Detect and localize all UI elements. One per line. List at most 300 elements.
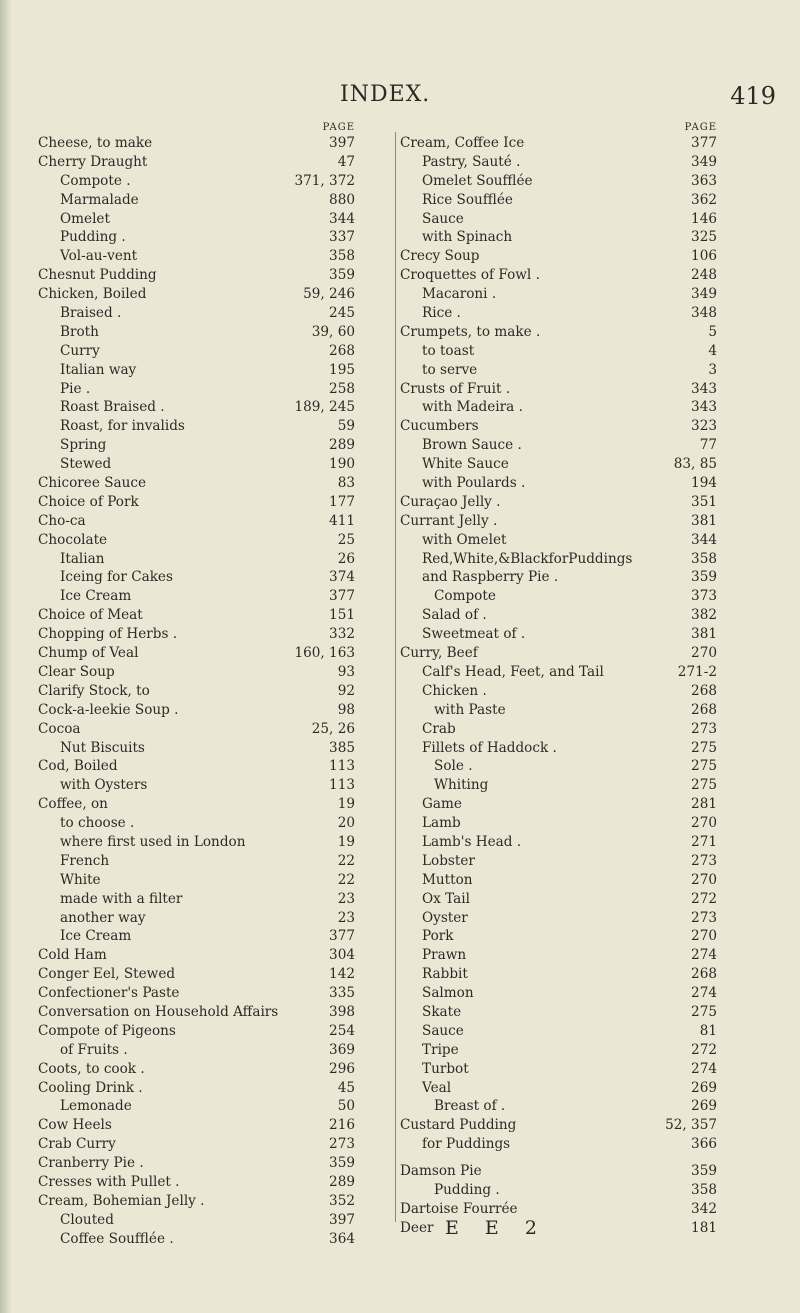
entry-page: 274	[691, 947, 717, 964]
index-entry	[38, 965, 393, 984]
entry-page: 245	[329, 305, 355, 322]
index-entry	[38, 172, 393, 191]
entry-page: 106	[691, 248, 717, 265]
index-entry	[400, 757, 755, 776]
entry-page: 342	[691, 1200, 717, 1217]
entry-page: 98	[337, 701, 355, 718]
page-header	[30, 82, 780, 122]
entry-page: 289	[329, 437, 355, 454]
entry-page: 181	[691, 1219, 717, 1236]
entry-page: 142	[329, 966, 355, 983]
entry-page: 20	[337, 815, 355, 832]
index-entry	[38, 1097, 393, 1116]
index-entry	[400, 323, 755, 342]
index-entry	[38, 153, 393, 172]
entry-term: Compote	[434, 588, 496, 605]
index-entry	[38, 512, 393, 531]
index-entry	[38, 134, 393, 153]
entry-page: 273	[329, 1136, 355, 1153]
entry-page: 325	[691, 229, 717, 246]
entry-page: 23	[337, 909, 355, 926]
entry-term: Brown Sauce .	[422, 437, 522, 454]
entry-page: 377	[691, 135, 717, 151]
entry-page: 332	[329, 626, 355, 643]
entry-page: 189, 245	[294, 399, 355, 416]
entry-page: 93	[337, 663, 355, 680]
entry-term: French	[60, 852, 110, 869]
index-entry	[400, 739, 755, 758]
entry-term: made with a filter	[60, 890, 183, 907]
entry-term: Fillets of Haddock .	[422, 739, 557, 756]
entry-page: 323	[691, 418, 717, 435]
entry-term: Cod, Boiled	[38, 758, 118, 775]
entry-page: 351	[691, 493, 717, 510]
index-entry	[400, 871, 755, 890]
index-entry	[400, 1041, 755, 1060]
index-entry	[38, 304, 393, 323]
entry-page: 359	[329, 1155, 355, 1172]
entry-term: Cucumbers	[400, 418, 479, 435]
entry-term: to toast	[422, 342, 475, 359]
index-entry	[400, 814, 755, 833]
index-entry	[400, 512, 755, 531]
entry-term: to choose .	[60, 815, 135, 832]
entry-page: 270	[691, 871, 717, 888]
entry-page: 344	[691, 531, 717, 548]
entry-term: Broth	[60, 323, 99, 340]
entry-page: 275	[691, 739, 717, 756]
entry-term: with Oysters	[60, 777, 148, 794]
entry-term: Custard Pudding	[400, 1117, 517, 1134]
index-entry	[400, 776, 755, 795]
entry-term: Roast, for invalids	[60, 418, 185, 435]
entry-page: 216	[329, 1117, 355, 1134]
entry-page: 371, 372	[294, 172, 355, 189]
entry-term: with Poulards .	[422, 475, 526, 492]
entry-term: Curaçao Jelly .	[400, 493, 501, 510]
index-entry	[38, 285, 393, 304]
entry-term: Cream, Coffee Ice	[400, 135, 525, 151]
entry-page: 364	[329, 1230, 355, 1247]
entry-term: Cherry Draught	[38, 153, 148, 170]
index-entry	[38, 550, 393, 569]
entry-term: Cow Heels	[38, 1117, 112, 1134]
entry-term: and Raspberry Pie .	[422, 569, 559, 586]
entry-page: 268	[691, 701, 717, 718]
index-entry	[400, 361, 755, 380]
entry-page: 344	[329, 210, 355, 227]
index-entry	[38, 228, 393, 247]
entry-term: Crab Curry	[38, 1136, 116, 1153]
entry-page: 352	[329, 1192, 355, 1209]
index-entry	[400, 1181, 755, 1200]
entry-page: 272	[691, 1041, 717, 1058]
entry-term: Pastry, Sauté .	[422, 153, 521, 170]
entry-term: Compote of Pigeons	[38, 1022, 176, 1039]
page-column-heading: PAGE	[684, 122, 717, 133]
index-entry	[400, 927, 755, 946]
entry-page: 366	[691, 1136, 717, 1153]
entry-term: Chicken .	[422, 682, 487, 699]
entry-term: Crab	[422, 720, 456, 737]
entry-page: 151	[329, 607, 355, 624]
entry-page: 39, 60	[311, 323, 355, 340]
entry-page: 377	[329, 928, 355, 945]
index-entry	[38, 1041, 393, 1060]
index-entry	[400, 550, 755, 569]
entry-term: Pork	[422, 928, 454, 945]
entry-term: Stewed	[60, 456, 112, 473]
entry-page: 268	[329, 342, 355, 359]
page-title: INDEX.	[340, 82, 431, 107]
entry-page: 275	[691, 1003, 717, 1020]
entry-term: Tripe	[422, 1041, 459, 1058]
entry-term: Confectioner's Paste	[38, 985, 180, 1002]
index-entry	[400, 1135, 755, 1154]
entry-term: Iceing for Cakes	[60, 569, 173, 586]
index-entry	[38, 1211, 393, 1230]
entry-page: 177	[329, 493, 355, 510]
entry-term: Sole .	[434, 758, 473, 775]
entry-page: 269	[691, 1098, 717, 1115]
index-entry	[38, 663, 393, 682]
entry-term: Cooling Drink .	[38, 1079, 143, 1096]
entry-page: 274	[691, 985, 717, 1002]
index-entry	[38, 323, 393, 342]
index-entry	[400, 890, 755, 909]
entry-term: Cheese, to make	[38, 135, 153, 151]
entry-term: Salmon	[422, 985, 474, 1002]
entry-term: White Sauce	[422, 456, 509, 473]
entry-page: 880	[329, 191, 355, 208]
index-entry	[400, 795, 755, 814]
index-entry	[38, 720, 393, 739]
entry-term: Salad of .	[422, 607, 487, 624]
entry-term: Breast of .	[434, 1098, 506, 1115]
entry-page: 270	[691, 815, 717, 832]
entry-term: Turbot	[422, 1060, 469, 1077]
index-entry	[400, 1060, 755, 1079]
entry-page: 359	[329, 267, 355, 284]
entry-term: Whiting	[434, 777, 489, 794]
index-entry	[400, 984, 755, 1003]
entry-term: Curry	[60, 342, 100, 359]
entry-page: 52, 357	[665, 1117, 717, 1134]
entry-page: 45	[337, 1079, 355, 1096]
entry-page: 258	[329, 380, 355, 397]
entry-term: where first used in London	[60, 833, 246, 850]
entry-term: with Madeira .	[422, 399, 523, 416]
entry-term: Italian	[60, 550, 105, 567]
entry-term: Conger Eel, Stewed	[38, 966, 176, 983]
index-entry	[400, 153, 755, 172]
entry-term: Oyster	[422, 909, 468, 926]
entry-page: 195	[329, 361, 355, 378]
entry-term: Curry, Beef	[400, 645, 478, 662]
entry-term: Croquettes of Fowl .	[400, 267, 540, 284]
entry-term: Braised .	[60, 305, 122, 322]
index-entry	[400, 946, 755, 965]
entry-term: Compote .	[60, 172, 131, 189]
entry-term: Clouted	[60, 1211, 114, 1228]
entry-page: 359	[691, 1163, 717, 1180]
entry-page: 348	[691, 305, 717, 322]
index-entry	[400, 965, 755, 984]
index-entry	[38, 1173, 393, 1192]
entry-page: 381	[691, 626, 717, 643]
entry-term: Sauce	[422, 1022, 464, 1039]
index-entry	[400, 833, 755, 852]
entry-term: Crusts of Fruit .	[400, 380, 511, 397]
index-entry	[400, 682, 755, 701]
entry-term: Cream, Bohemian Jelly .	[38, 1192, 205, 1209]
entry-term: Pudding .	[434, 1181, 500, 1198]
index-entry	[38, 493, 393, 512]
index-entry	[400, 342, 755, 361]
index-column-right	[400, 122, 755, 1238]
entry-term: Rabbit	[422, 966, 468, 983]
index-entry	[38, 1022, 393, 1041]
entry-page: 411	[329, 512, 355, 529]
index-entry	[400, 587, 755, 606]
entry-page: 274	[691, 1060, 717, 1077]
index-entry	[38, 776, 393, 795]
entry-term: Cranberry Pie .	[38, 1155, 144, 1172]
column-divider	[395, 132, 396, 1222]
entry-term: Cock-a-leekie Soup .	[38, 701, 179, 718]
entry-term: Cold Ham	[38, 947, 107, 964]
entry-term: Clarify Stock, to	[38, 682, 150, 699]
entry-page: 19	[337, 833, 355, 850]
index-entry	[38, 625, 393, 644]
entry-term: Clear Soup	[38, 663, 115, 680]
entry-page: 19	[337, 796, 355, 813]
index-entry	[400, 1079, 755, 1098]
index-entry	[400, 398, 755, 417]
page-number: 419	[730, 82, 776, 110]
entry-term: with Spinach	[422, 229, 513, 246]
index-entry	[400, 1003, 755, 1022]
entry-term: Spring	[60, 437, 107, 454]
entry-page: 397	[329, 1211, 355, 1228]
entry-page: 296	[329, 1060, 355, 1077]
index-entry	[400, 210, 755, 229]
entry-term: Skate	[422, 1003, 462, 1020]
entry-term: Ice Cream	[60, 588, 132, 605]
entry-page: 273	[691, 852, 717, 869]
index-column-left	[38, 122, 393, 1249]
index-entry	[400, 455, 755, 474]
index-entry	[38, 568, 393, 587]
index-entry	[400, 1116, 755, 1135]
entry-page: 362	[691, 191, 717, 208]
entry-page: 363	[691, 172, 717, 189]
index-entry	[400, 134, 755, 153]
entry-page: 269	[691, 1079, 717, 1096]
entry-page: 248	[691, 267, 717, 284]
entry-page: 358	[329, 248, 355, 265]
index-entry	[400, 852, 755, 871]
entry-term: of Fruits .	[60, 1041, 128, 1058]
entry-page: 381	[691, 512, 717, 529]
index-entry	[38, 1116, 393, 1135]
entry-page: 22	[337, 871, 355, 888]
entry-term: Prawn	[422, 947, 467, 964]
entry-page: 343	[691, 380, 717, 397]
index-entry	[400, 493, 755, 512]
entry-term: Damson Pie	[400, 1163, 482, 1180]
entry-page: 254	[329, 1022, 355, 1039]
entry-page: 92	[337, 682, 355, 699]
index-entry	[38, 890, 393, 909]
index-entry	[400, 531, 755, 550]
index-entry	[38, 606, 393, 625]
entry-page: 377	[329, 588, 355, 605]
index-entry	[38, 909, 393, 928]
index-entry	[38, 1154, 393, 1173]
entry-page: 113	[329, 758, 355, 775]
entry-page: 304	[329, 947, 355, 964]
entry-term: Cocoa	[38, 720, 81, 737]
index-entry	[38, 587, 393, 606]
entry-page: 275	[691, 758, 717, 775]
entry-term: for Puddings	[422, 1136, 511, 1153]
index-entry	[38, 417, 393, 436]
index-entry	[38, 474, 393, 493]
index-entry	[400, 606, 755, 625]
entry-page: 369	[329, 1041, 355, 1058]
entry-term: Chump of Veal	[38, 645, 139, 662]
entry-page: 59	[337, 418, 355, 435]
index-entry	[38, 644, 393, 663]
entry-page: 160, 163	[294, 645, 355, 662]
entry-page: 81	[699, 1022, 717, 1039]
index-entry	[38, 871, 393, 890]
entry-page: 47	[337, 153, 355, 170]
entry-page: 23	[337, 890, 355, 907]
entry-page: 268	[691, 682, 717, 699]
index-entry	[38, 1135, 393, 1154]
index-entry	[38, 361, 393, 380]
index-entry	[38, 852, 393, 871]
entry-page: 25	[337, 531, 355, 548]
entry-page: 358	[691, 1181, 717, 1198]
index-entry	[400, 1022, 755, 1041]
entry-term: Chicoree Sauce	[38, 475, 147, 492]
book-spine-shadow	[0, 0, 12, 1313]
entry-page: 358	[691, 550, 717, 567]
entry-page: 50	[337, 1098, 355, 1115]
index-entry	[400, 644, 755, 663]
entry-page: 272	[691, 890, 717, 907]
index-entry	[400, 663, 755, 682]
entry-term: Crumpets, to make .	[400, 323, 541, 340]
entry-page: 5	[708, 323, 717, 340]
index-entry	[38, 757, 393, 776]
index-entry	[38, 1060, 393, 1079]
entry-term: Mutton	[422, 871, 473, 888]
entry-term: Sauce	[422, 210, 464, 227]
entry-term: Veal	[422, 1079, 452, 1096]
entry-term: Cho-ca	[38, 512, 86, 529]
entry-term: Macaroni .	[422, 286, 497, 303]
entry-term: Lamb's Head .	[422, 833, 522, 850]
page-column-heading: PAGE	[322, 122, 355, 133]
entry-term: Chicken, Boiled	[38, 286, 147, 303]
index-entry	[400, 191, 755, 210]
index-entry	[400, 417, 755, 436]
entry-term: another way	[60, 909, 146, 926]
entry-term: Red,White,&BlackforPuddings	[422, 550, 633, 567]
entry-term: Marmalade	[60, 191, 139, 208]
index-entry	[38, 247, 393, 266]
index-entry	[38, 984, 393, 1003]
index-entry	[400, 568, 755, 587]
index-entry	[38, 814, 393, 833]
entry-term: with Omelet	[422, 531, 507, 548]
entry-page: 271	[691, 833, 717, 850]
entry-page: 273	[691, 720, 717, 737]
entry-page: 113	[329, 777, 355, 794]
entry-page: 3	[708, 361, 717, 378]
entry-term: Ox Tail	[422, 890, 470, 907]
index-entry	[400, 247, 755, 266]
entry-page: 26	[337, 550, 355, 567]
entry-page: 194	[691, 475, 717, 492]
entry-page: 374	[329, 569, 355, 586]
entry-term: Cresses with Pullet .	[38, 1173, 180, 1190]
entry-page: 190	[329, 456, 355, 473]
index-entry	[38, 1003, 393, 1022]
entry-page: 59, 246	[303, 286, 355, 303]
entry-page: 83, 85	[673, 456, 717, 473]
entry-term: Roast Braised .	[60, 399, 165, 416]
index-entry	[38, 380, 393, 399]
index-entry	[38, 342, 393, 361]
index-entry	[400, 474, 755, 493]
entry-term: Dartoise Fourrée	[400, 1200, 518, 1217]
entry-page: 343	[691, 399, 717, 416]
index-entry	[38, 1230, 393, 1249]
entry-term: Omelet Soufflée	[422, 172, 533, 189]
entry-page: 385	[329, 739, 355, 756]
index-entry	[38, 398, 393, 417]
index-entry	[400, 228, 755, 247]
entry-page: 281	[691, 796, 717, 813]
entry-page: 382	[691, 607, 717, 624]
signature-mark: E E 2	[445, 1217, 547, 1239]
index-entry	[38, 682, 393, 701]
entry-page: 335	[329, 985, 355, 1002]
index-entry	[38, 946, 393, 965]
entry-term: Rice Soufflée	[422, 191, 513, 208]
entry-page: 4	[708, 342, 717, 359]
entry-term: Choice of Meat	[38, 607, 143, 624]
entry-page: 270	[691, 645, 717, 662]
entry-term: Nut Biscuits	[60, 739, 145, 756]
entry-page: 22	[337, 852, 355, 869]
entry-term: Lamb	[422, 815, 461, 832]
index-entry	[400, 380, 755, 399]
entry-term: with Paste	[434, 701, 506, 718]
entry-term: Vol-au-vent	[60, 248, 138, 265]
entry-page: 273	[691, 909, 717, 926]
index-entry	[38, 1079, 393, 1098]
entry-term: Choice of Pork	[38, 493, 139, 510]
entry-page: 398	[329, 1003, 355, 1020]
index-entry	[38, 833, 393, 852]
index-entry	[400, 1097, 755, 1116]
